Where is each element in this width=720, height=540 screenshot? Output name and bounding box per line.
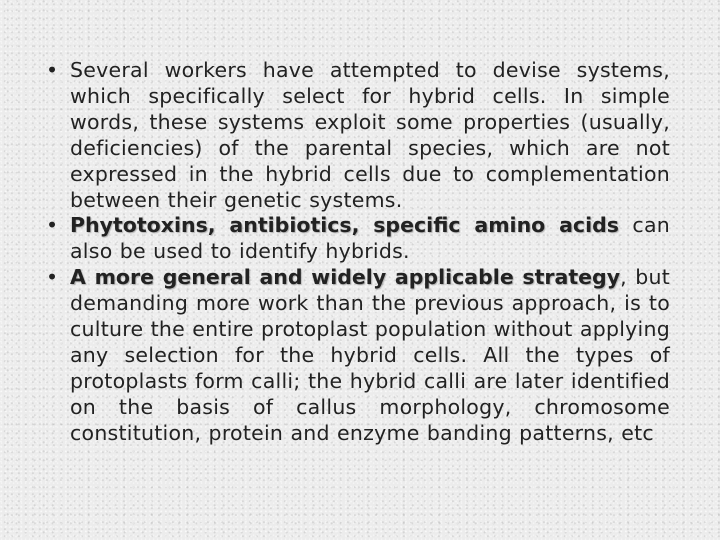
bullet-item-3 — [46, 265, 670, 446]
bullet-dot-icon: • — [46, 213, 59, 238]
bullet-item-2 — [46, 213, 670, 265]
bullet-dot-icon: • — [46, 265, 59, 290]
bullet-1-text: Several workers have attempted to devise systems, which specifically select for hybrid cells. In simple words, these systems exploit some properties (usually, deficiencies) of the parental species, which are not expressed in the hybrid cells due to complementation between their genetic systems. — [70, 58, 670, 212]
bullet-2-emphasis: Phytotoxins, antibiotics, specific amino acids — [70, 213, 619, 238]
bullet-item-1 — [46, 58, 670, 213]
bullet-dot-icon: • — [46, 58, 59, 82]
bullet-3-emphasis: A more general and widely applicable strategy — [70, 265, 621, 290]
bullet-2-text: can also be used to identify hybrids. — [70, 213, 670, 264]
bullet-list — [46, 58, 670, 447]
bullet-3-text: , but demanding more work than the previous approach, is to culture the entire protoplast population without applying any selection for the hybrid cells. All the types of protoplasts form calli; the hybrid calli are later identified on the basis of callus morphology, chromosome constitution, protein and enzyme banding patterns, etc — [70, 265, 670, 445]
